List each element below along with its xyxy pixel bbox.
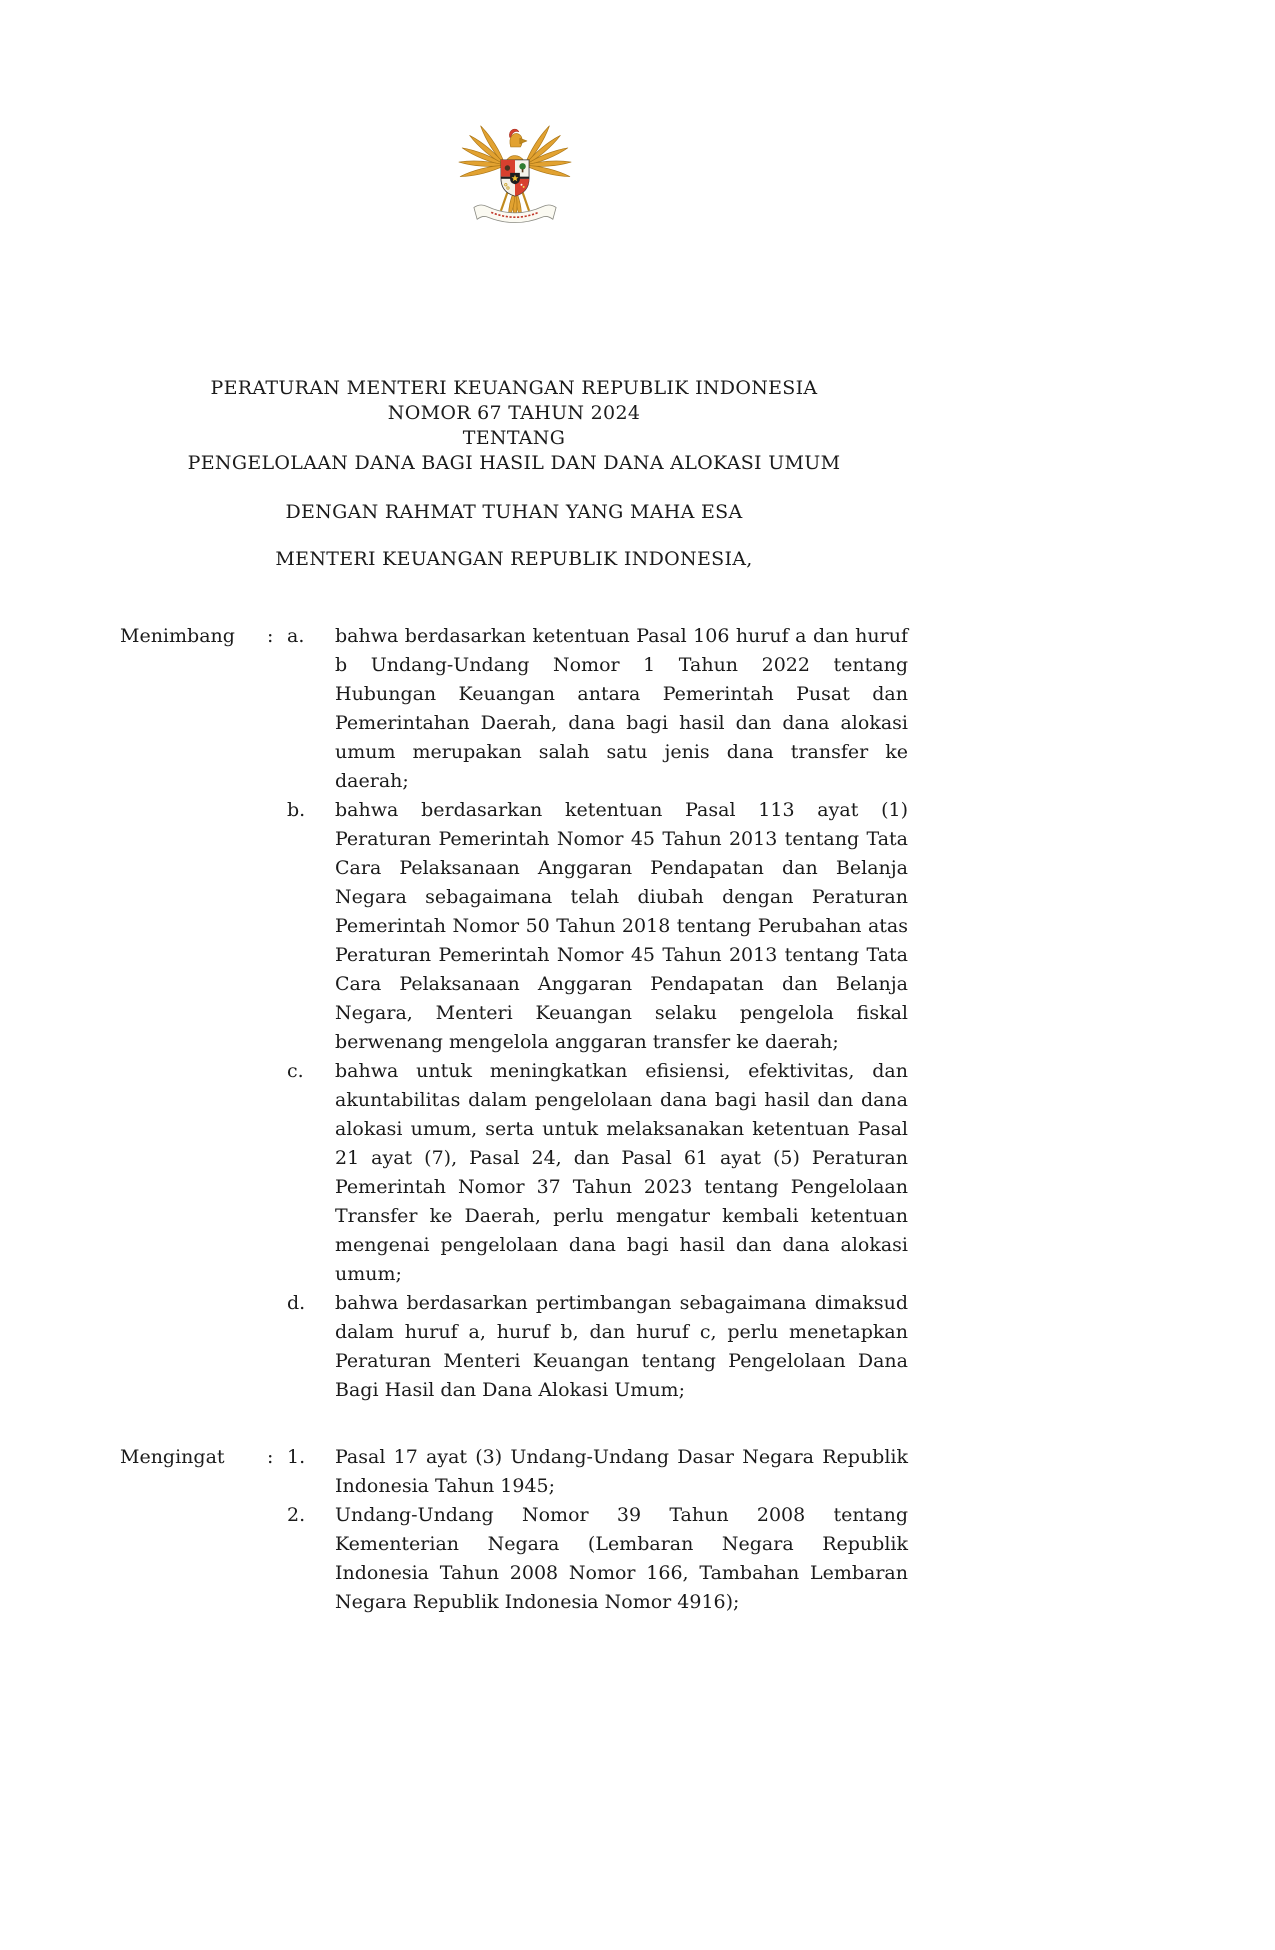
- title-line-number: NOMOR 67 TAHUN 2024: [387, 402, 641, 424]
- item-marker: 1.: [287, 1446, 306, 1468]
- title-line-tentang: TENTANG: [462, 427, 566, 449]
- document-content: [120, 376, 908, 1617]
- document-title-block: [120, 376, 908, 476]
- item-marker: c.: [287, 1060, 304, 1082]
- invocation-line: DENGAN RAHMAT TUHAN YANG MAHA ESA: [285, 501, 743, 523]
- garuda-pancasila-emblem: [450, 108, 580, 233]
- item-text: bahwa berdasarkan ketentuan Pasal 106 huruf a dan huruf b Undang-Undang Nomor 1 Tahun 2022 tentang Hubungan Keuangan antara Pemerintah Pusat dan Pemerintahan Daerah, dana bagi hasil dan dana alokasi umum merupakan salah satu jenis dana transfer ke daerah;: [335, 625, 908, 792]
- item-marker: d.: [287, 1292, 306, 1314]
- mengingat-separator: :: [267, 1446, 274, 1468]
- item-text: Undang-Undang Nomor 39 Tahun 2008 tentang Kementerian Negara (Lembaran Negara Republik Indonesia Tahun 2008 Nomor 166, Tambahan Lembaran Negara Republik Indonesia Nomor 4916);: [335, 1504, 908, 1613]
- menimbang-section: [120, 622, 908, 1405]
- menimbang-item-d: [287, 1289, 908, 1405]
- menimbang-item-b: [287, 796, 908, 1057]
- item-marker: a.: [287, 625, 305, 647]
- mengingat-items: [287, 1443, 908, 1617]
- item-marker: 2.: [287, 1504, 306, 1526]
- menimbang-item-a: [287, 622, 908, 796]
- authority-line: MENTERI KEUANGAN REPUBLIK INDONESIA,: [275, 548, 753, 570]
- item-text: bahwa berdasarkan ketentuan Pasal 113 ayat (1) Peraturan Pemerintah Nomor 45 Tahun 2013 tentang Tata Cara Pelaksanaan Anggaran Pendapatan dan Belanja Negara sebagaimana telah diubah dengan Peraturan Pemerintah Nomor 50 Tahun 2018 tentang Perubahan atas Peraturan Pemerintah Nomor 45 Tahun 2013 tentang Tata Cara Pelaksanaan Anggaran Pendapatan dan Belanja Negara, Menteri Keuangan selaku pengelola fiskal berwenang mengelola anggaran transfer ke daerah;: [335, 799, 908, 1053]
- mengingat-item-1: [287, 1443, 908, 1501]
- item-text: bahwa untuk meningkatkan efisiensi, efektivitas, dan akuntabilitas dalam pengelolaan dana bagi hasil dan dana alokasi umum, serta untuk melaksanakan ketentuan Pasal 21 ayat (7), Pasal 24, dan Pasal 61 ayat (5) Peraturan Pemerintah Nomor 37 Tahun 2023 tentang Pengelolaan Transfer ke Daerah, perlu mengatur kembali ketentuan mengenai pengelolaan dana bagi hasil dan dana alokasi umum;: [335, 1060, 908, 1285]
- garuda-emblem-icon: [450, 108, 580, 228]
- menimbang-item-c: [287, 1057, 908, 1289]
- item-text: Pasal 17 ayat (3) Undang-Undang Dasar Negara Republik Indonesia Tahun 1945;: [335, 1446, 908, 1497]
- mengingat-item-2: [287, 1501, 908, 1617]
- title-line-1: PERATURAN MENTERI KEUANGAN REPUBLIK INDONESIA: [210, 377, 818, 399]
- mengingat-label: Mengingat: [120, 1446, 225, 1468]
- mengingat-section: [120, 1443, 908, 1617]
- menimbang-label: Menimbang: [120, 625, 235, 647]
- menimbang-items: [287, 622, 908, 1405]
- item-marker: b.: [287, 799, 306, 821]
- item-text: bahwa berdasarkan pertimbangan sebagaimana dimaksud dalam huruf a, huruf b, dan huruf c, perlu menetapkan Peraturan Menteri Keuangan tentang Pengelolaan Dana Bagi Hasil dan Dana Alokasi Umum;: [335, 1292, 908, 1401]
- menimbang-separator: :: [267, 625, 274, 647]
- title-line-subject: PENGELOLAAN DANA BAGI HASIL DAN DANA ALOKASI UMUM: [187, 452, 841, 474]
